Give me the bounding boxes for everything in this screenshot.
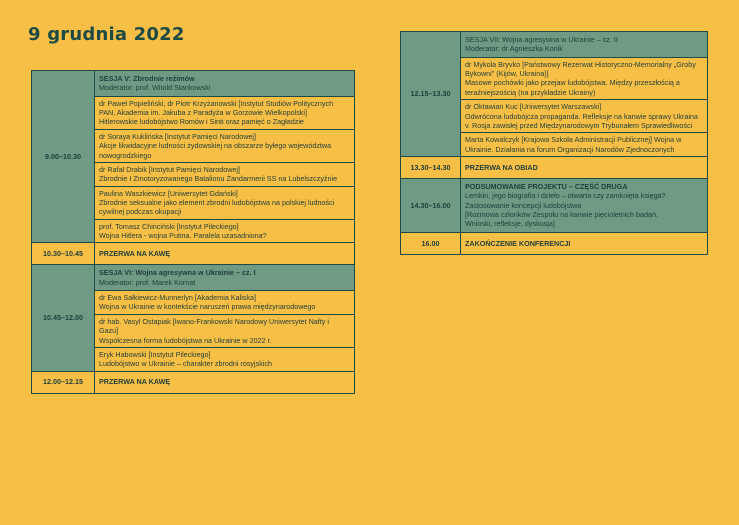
talk-title: Masowe pochówki jako przejaw ludobójstwa. Między przeszłością a teraźniejszością (na przykładzie Ukrainy)	[465, 78, 680, 97]
summary-line: [Rozmowa członków Zespołu na kanwie pięcioletnich badań.	[465, 210, 658, 220]
talk-cell	[95, 314, 355, 347]
table-row	[32, 265, 355, 291]
session-header	[95, 71, 355, 97]
talk-cell	[461, 100, 708, 133]
talk-title: Wojna w Ukrainie w kontekście naruszeń prawa międzynarodowego	[99, 302, 316, 312]
talk-speaker: dr Ewa Sałkiewicz-Munnerlyn [Akademia Kaliska]	[99, 293, 256, 303]
page-title: 9 grudnia 2022	[28, 24, 185, 45]
talk-title: Wojna Hitlera - wojna Putina. Paralela uzasadniona?	[99, 231, 267, 241]
summary-line: Zastosowanie koncepcji ludobójstwa	[465, 200, 582, 210]
talk-cell	[95, 186, 355, 219]
closing-label: ZAKOŃCZENIE KONFERENCJI	[461, 232, 708, 254]
talk-speaker: dr Oktawian Kuc [Uniwersytet Warszawski]	[465, 102, 602, 112]
time-cell: 9.00–10.30	[32, 71, 95, 243]
talk-cell	[95, 291, 355, 315]
break-label: PRZERWA NA KAWĘ	[95, 243, 355, 265]
break-label: PRZERWA NA KAWĘ	[95, 371, 355, 393]
table-row	[32, 71, 355, 97]
talk-title: Ludobójstwo w Ukrainie – charakter zbrodni rosyjskich	[99, 359, 272, 369]
talk-title: Hitlerowskie ludobójstwo Romów i Sinti oraz pamięć o Zagładzie	[99, 117, 304, 127]
talk-speaker: dr hab. Vasyl Ostapiak [Iwano-Frankowski Narodowy Uniwersytet Nafty i Gazu]	[99, 316, 329, 336]
talk-cell	[461, 133, 708, 157]
time-cell: 10.30–10.45	[32, 243, 95, 265]
table-row	[401, 32, 708, 58]
talk-speaker: Eryk Habowski [Instytut Pileckiego]	[99, 349, 211, 359]
talk-speaker: Paulina Waszkiewicz [Uniwersytet Gdański]	[99, 188, 238, 198]
summary-cell	[461, 178, 708, 232]
session-moderator: Moderator: dr Agnieszka Konik	[465, 44, 563, 54]
time-cell: 16.00	[401, 232, 461, 254]
session-header	[461, 32, 708, 58]
talk-speaker: Marta Kowalczyk [Krajowa Szkoła Administracji Publicznej] Wojna w Ukrainie. Działania na forum Organizacji Narodów Zjednoczonych	[465, 135, 682, 154]
session-header	[95, 265, 355, 291]
schedule-table-right	[400, 31, 708, 255]
session-title: SESJA V: Zbrodnie reżimów	[99, 74, 195, 83]
talk-speaker: dr Soraya Kuklińska [Instytut Pamięci Narodowej]	[99, 131, 256, 141]
summary-line: Wnioski, refleksje, dyskusja]	[465, 219, 555, 229]
talk-speaker: dr Paweł Popieliński, dr Piotr Krzyżanowski [Instytut Studiów Politycznych PAN, Akademia im. Jakuba z Paradyża w Gorzowie Wielkopolski]	[99, 98, 334, 118]
time-cell: 13.30–14.30	[401, 156, 461, 178]
summary-title: PODSUMOWANIE PROJEKTU – CZĘŚĆ DRUGA	[465, 181, 628, 191]
session-title: SESJA VI: Wojna agresywna w Ukrainie – cz. I	[99, 268, 256, 278]
table-row	[401, 178, 708, 232]
talk-title: Akcje likwidacyjne ludności żydowskiej na obszarze byłego województwa nowogrodzkiego	[99, 141, 332, 160]
talk-title: Zbrodnie seksualne jako element zbrodni ludobójstwa na polskiej ludności cywilnej podczas okupacji	[99, 197, 335, 217]
talk-speaker: dr Rafał Drabik [Instytut Pamięci Narodowej]	[99, 164, 241, 174]
session-moderator: Moderator: prof. Witold Stankowski	[99, 83, 211, 93]
table-row	[32, 371, 355, 393]
table-row	[32, 243, 355, 265]
table-row	[401, 156, 708, 178]
talk-speaker: prof. Tomasz Chinciński [Instytut Pileckiego]	[99, 221, 239, 231]
time-cell: 12.15–13.30	[401, 32, 461, 157]
talk-cell	[95, 219, 355, 243]
talk-cell	[461, 57, 708, 99]
break-label: PRZERWA NA OBIAD	[461, 156, 708, 178]
talk-cell	[95, 129, 355, 162]
session-title: SESJA VII: Wojna agresywna w Ukrainie – cz. II	[465, 35, 618, 44]
talk-title: Współczesna forma ludobójstwa na Ukrainie w 2022 r.	[99, 335, 272, 345]
time-cell: 10.45–12.00	[32, 265, 95, 371]
talk-title: Odwrócona ludobójcza propaganda. Refleksje na kanwie sprawy Ukraina v. Rosja zawisłej przed Międzynarodowym Trybunałem Sprawiedliwości	[465, 111, 698, 130]
schedule-table-left	[31, 70, 355, 394]
talk-speaker: dr Mykola Bryvko [Państwowy Rezerwat Historyczno-Memorialny „Groby Bykowni" (Kijów, Ukraina)]	[465, 59, 696, 79]
talk-cell	[95, 162, 355, 186]
time-cell: 14.30–16.00	[401, 178, 461, 232]
summary-line: Lemkin, jego biografia i dzieło – otwarta czy zamknięta księga?	[465, 191, 666, 201]
talk-cell	[95, 347, 355, 371]
session-moderator: Moderator: prof. Marek Kornat	[99, 277, 196, 287]
talk-title: Zbrodnie I Zmotoryzowanego Batalionu Żandarmerii SS na Lubelszczyźnie	[99, 174, 338, 184]
table-row	[401, 232, 708, 254]
talk-cell	[95, 96, 355, 129]
time-cell: 12.00–12.15	[32, 371, 95, 393]
